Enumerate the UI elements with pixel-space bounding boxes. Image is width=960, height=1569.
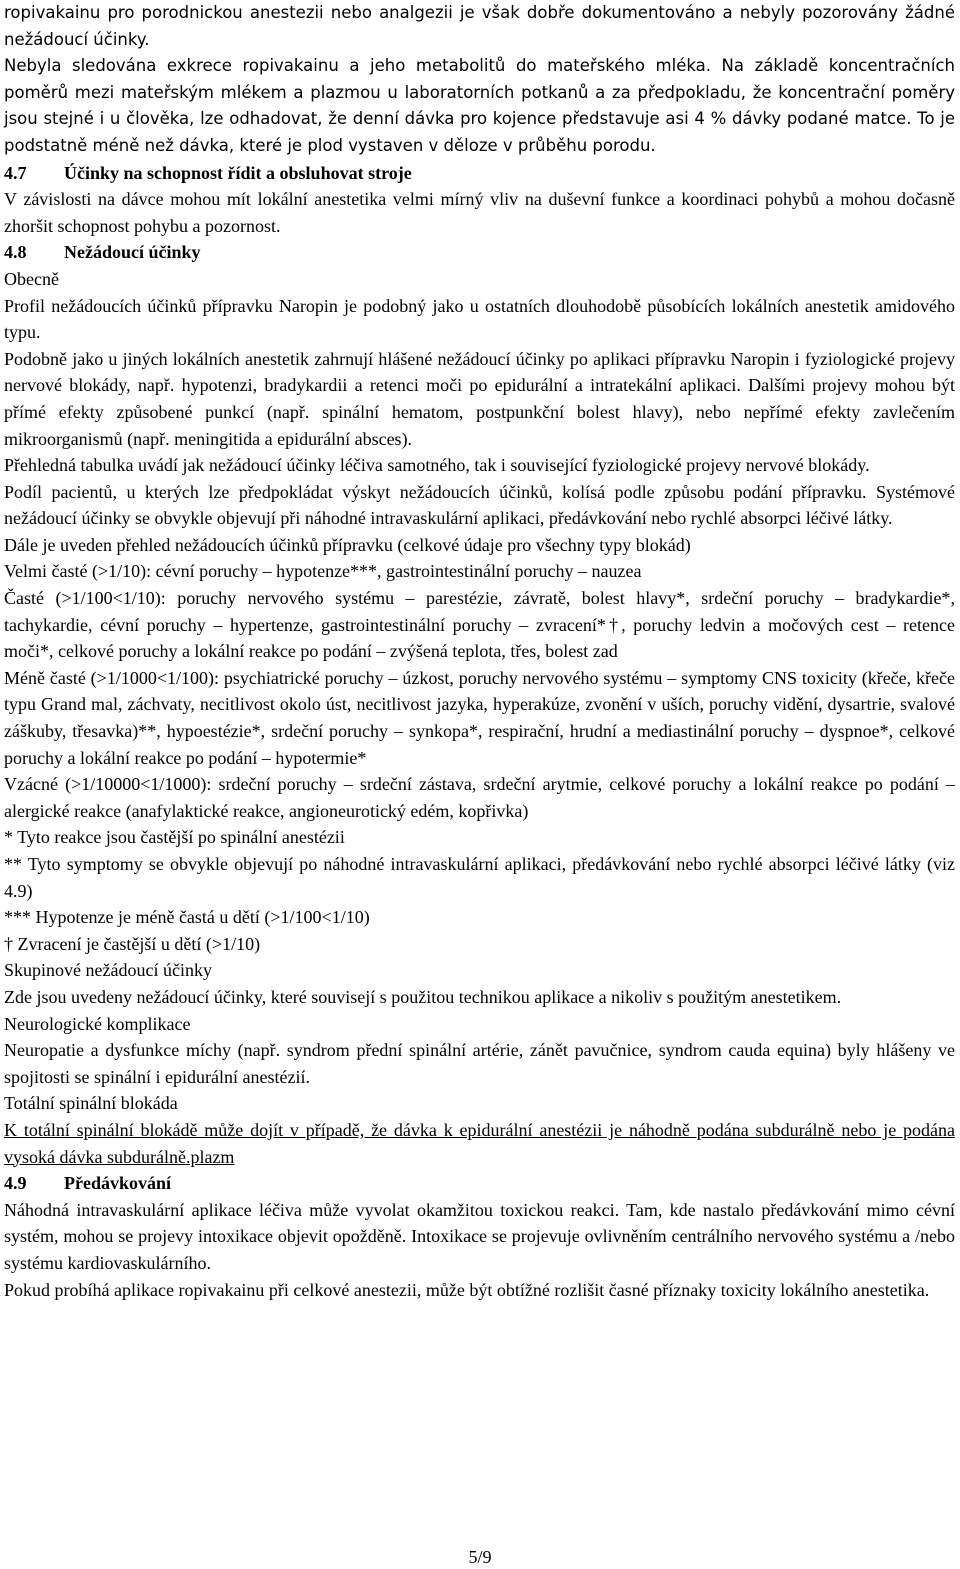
subheading-neurological: Neurologické komplikace [4,1013,191,1034]
subheading-total-spinal-block: Totální spinální blokáda [4,1093,178,1114]
section-heading-4-8 [4,239,955,266]
frequency-common: Časté (>1/100<1/10): poruchy nervového systému – parestézie, závratě, bolest hlavy*, srdeční poruchy – bradykardie*, tachykardie, cévní poruchy – hypertenze, gastrointestinální poruchy – zvracení*†, poruchy ledvin a močových cest – retence moči*, celkové poruchy a lokální reakce po podání – zvýšená teplota, třes, bolest zad [4,588,955,662]
subheading-group-effects: Skupinové nežádoucí účinky [4,960,212,981]
section-heading-4-7 [4,160,955,187]
section-title: Nežádoucí účinky [64,242,201,263]
paragraph-overview-table: Přehledná tabulka uvádí jak nežádoucí účinky léčiva samotného, tak i související fyziologické projevy nervové blokády. [4,455,870,476]
frequency-very-common: Velmi časté (>1/10): cévní poruchy – hypotenze***, gastrointestinální poruchy – nauzea [4,561,642,582]
paragraph-similar-effects: Podobně jako u jiných lokálních anestetik zahrnují hlášené nežádoucí účinky po aplikaci přípravku Naropin i fyziologické projevy nervové blokády, např. hypotenzi, bradykardii a retenci moči po epidurální a intratekální aplikaci. Dalšími projevy mohou být přímé efekty způsobené punkcí (např. spinální hematom, postpunkční bolest hlavy), nebo nepřímé efekty zavlečením mikroorganismů (např. meningitida a epidurální absces). [4,348,955,449]
footnote-hypotension: *** Hypotenze je méně častá u dětí (>1/100<1/10) [4,907,370,928]
section-title: Účinky na schopnost řídit a obsluhovat stroje [64,162,412,183]
footnote-spinal: * Tyto reakce jsou častější po spinální anestézii [4,827,345,848]
paragraph-technique-effects: Zde jsou uvedeny nežádoucí účinky, které souvisejí s použitou technikou aplikace a nikoliv s použitým anestetikem. [4,986,842,1007]
paragraph-overview-intro: Dále je uveden přehled nežádoucích účinků přípravku (celkové údaje pro všechny typy blokád) [4,534,691,555]
page-number: 5/9 [468,1547,492,1567]
paragraph-milk-excretion: Nebyla sledována exkrece ropivakainu a jeho metabolitů do mateřského mléka. Na základě koncentračních poměrů mezi mateřským mlékem a plazmou u laboratorních potkanů a za předpokladu, že koncentrační poměry jsou stejné i u člověka, lze odhadovat, že denní dávka pro kojence představuje asi 4 % dávky podané matce. To je podstatně méně než dávka, které je plod vystaven v děloze v průběhu porodu. [4,56,955,155]
paragraph-intravascular: Náhodná intravaskulární aplikace léčiva může vyvolat okamžitou toxickou reakci. Tam, kde nastalo předávkování mimo cévní systém, mohou se projevy intoxikace objevit opožděně. Intoxikace se projevuje ovlivněním centrálního nervového systému a /nebo systému kardiovaskulárního. [4,1199,955,1273]
paragraph-driving-ability: V závislosti na dávce mohou mít lokální anestetika velmi mírný vliv na duševní funkce a koordinaci pohybů a mohou dočasně zhoršit schopnost pohybu a pozornost. [4,189,955,236]
subheading-general: Obecně [4,268,59,289]
paragraph-general-anesthesia: Pokud probíhá aplikace ropivakainu při celkové anestezii, může být obtížné rozlišit časné příznaky toxicity lokálního anestetika. [4,1279,930,1300]
document-page [4,0,955,1303]
section-title: Předávkování [64,1173,172,1194]
section-heading-4-9 [4,1170,955,1197]
frequency-rare: Vzácné (>1/10000<1/1000): srdeční poruchy – srdeční zástava, srdeční arytmie, celkové poruchy a lokální reakce po podání – alergické reakce (anafylaktické reakce, angioneurotický edém, kopřivka) [4,774,955,821]
footnote-symptoms: ** Tyto symptomy se obvykle objevují po náhodné intravaskulární aplikaci, předávkování nebo rychlé absorpci léčivé látky (viz 4.9) [4,854,955,901]
section-number: 4.8 [4,242,27,263]
paragraph-total-spinal-block: K totální spinální blokádě může dojít v případě, že dávka k epidurální anestézii je náhodně podána subdurálně nebo je podána vysoká dávka subdurálně.plazm [4,1119,955,1167]
paragraph-lactation-ropivacaine: ropivakainu pro porodnickou anestezii nebo analgezii je však dobře dokumentováno a nebyly pozorovány žádné nežádoucí účinky. [4,3,955,49]
section-number: 4.9 [4,1173,27,1194]
paragraph-patient-share: Podíl pacientů, u kterých lze předpokládat výskyt nežádoucích účinků, kolísá podle způsobu podání přípravku. Systémové nežádoucí účinky se obvykle objevují při náhodné intravaskulární aplikaci, předávkování nebo rychlé absorpci léčivé látky. [4,481,955,529]
paragraph-neuropathy: Neuropatie a dysfunkce míchy (např. syndrom přední spinální artérie, zánět pavučnice, syndrom cauda equina) byly hlášeny ve spojitosti se spinální i epidurální anestézií. [4,1040,955,1087]
frequency-uncommon: Méně časté (>1/1000<1/100): psychiatrické poruchy – úzkost, poruchy nervového systému – symptomy CNS toxicity (křeče, křeče typu Grand mal, záchvaty, necitlivost okolo úst, necitlivost jazyka, hyperakúze, zvonění v uších, poruchy vidění, dysartrie, svalové záškuby, třesavka)**, hypoestézie*, srdeční poruchy – synkopa*, respirační, hrudní a mediastinální poruchy – dyspnoe*, celkové poruchy a lokální reakce po podání – hypotermie* [4,667,955,768]
section-number: 4.7 [4,162,27,183]
paragraph-profile: Profil nežádoucích účinků přípravku Naropin je podobný jako u ostatních dlouhodobě působících lokálních anestetik amidového typu. [4,295,955,343]
footnote-vomiting: † Zvracení je častější u dětí (>1/10) [4,933,261,954]
